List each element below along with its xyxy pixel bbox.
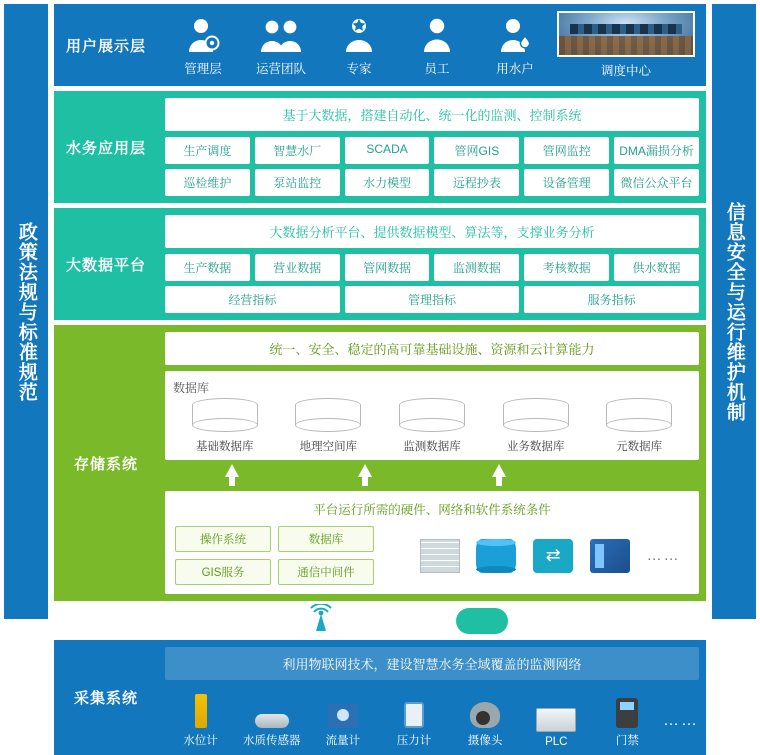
layer-label-storage-text: 存储系统 <box>73 455 138 473</box>
database-list <box>173 398 691 454</box>
bricks-icon <box>420 539 460 573</box>
bigdata-dataset[interactable]: 供水数据 <box>614 254 699 281</box>
device-label: 水质传感器 <box>242 735 301 747</box>
user-star-icon <box>321 14 397 56</box>
server-icon <box>590 539 630 573</box>
user-icon <box>399 14 475 56</box>
collection-more-label: …… <box>662 712 699 729</box>
layer-label-user-text: 用户展示层 <box>65 37 146 55</box>
bigdata-dataset[interactable]: 考核数据 <box>524 254 609 281</box>
arrow-up-icon <box>225 464 239 477</box>
bigdata-dataset[interactable]: 营业数据 <box>255 254 340 281</box>
device-label: PLC <box>545 736 568 748</box>
layer-user-presentation <box>54 4 706 86</box>
layer-label-application-text: 水务应用层 <box>65 139 146 157</box>
application-module[interactable]: 设备管理 <box>524 169 609 196</box>
bigdata-dataset[interactable]: 管网数据 <box>345 254 430 281</box>
layer-label-bigdata-text: 大数据平台 <box>65 256 146 274</box>
layer-collection-system <box>54 640 706 755</box>
device-item[interactable] <box>592 686 663 748</box>
layer-label-collection-text: 采集系统 <box>73 690 138 707</box>
database-cylinder-icon <box>399 398 465 432</box>
database-cylinder-icon <box>192 398 258 432</box>
access-control-icon <box>592 686 663 728</box>
device-label: 摄像头 <box>467 735 503 747</box>
user-role-label: 员工 <box>424 61 450 76</box>
users-group-icon <box>243 14 319 56</box>
user-role-label: 管理层 <box>184 61 222 76</box>
application-module[interactable]: 泵站监控 <box>255 169 340 196</box>
database-label: 业务数据库 <box>506 441 565 453</box>
arrow-up-icon <box>358 464 372 477</box>
plc-icon <box>521 690 592 732</box>
application-module-row-1 <box>165 137 699 164</box>
application-headline: 基于大数据，搭建自动化、统一化的监测、控制系统 <box>165 98 699 131</box>
infrastructure-item[interactable]: GIS服务 <box>175 559 271 585</box>
bigdata-indicator[interactable]: 服务指标 <box>524 286 699 313</box>
layer-label-collection <box>54 640 158 755</box>
user-role-label: 运营团队 <box>255 61 306 76</box>
device-label: 流量计 <box>325 735 361 747</box>
application-module[interactable]: 水力模型 <box>345 169 430 196</box>
user-role-label: 用水户 <box>496 61 534 76</box>
database-item[interactable] <box>277 398 381 454</box>
bigdata-headline: 大数据分析平台、提供数据模型、算法等，支撑业务分析 <box>165 215 699 248</box>
user-gear-icon <box>165 14 241 56</box>
user-role-item[interactable] <box>477 14 553 77</box>
control-center-card[interactable] <box>553 11 699 79</box>
device-item[interactable] <box>307 686 378 748</box>
network-connectors <box>54 606 706 640</box>
bigdata-indicator[interactable]: 经营指标 <box>165 286 340 313</box>
user-role-item[interactable] <box>321 14 397 77</box>
infrastructure-hardware-icons <box>411 539 689 573</box>
database-label: 基础数据库 <box>196 441 254 453</box>
database-cylinder-icon <box>295 398 361 432</box>
infrastructure-software-list <box>175 526 411 585</box>
database-cylinder-icon <box>606 398 672 432</box>
application-module[interactable]: 远程抄表 <box>434 169 519 196</box>
database-item[interactable] <box>484 398 588 454</box>
arrow-up-icon <box>492 464 506 477</box>
database-group-title: 数据库 <box>173 381 210 395</box>
left-vertical-band <box>4 4 48 619</box>
collection-headline: 利用物联网技术，建设智慧水务全域覆盖的监测网络 <box>165 647 699 680</box>
network-switch-icon <box>533 539 573 573</box>
device-label: 压力计 <box>396 735 432 747</box>
database-group <box>165 371 699 460</box>
database-label: 元数据库 <box>616 441 663 453</box>
bigdata-indicator-row <box>165 286 699 313</box>
device-item[interactable] <box>236 686 307 748</box>
database-item[interactable] <box>173 398 277 454</box>
layer-body-collection <box>158 640 706 755</box>
bigdata-indicator[interactable]: 管理指标 <box>345 286 520 313</box>
device-item[interactable] <box>165 686 236 748</box>
application-module[interactable]: 管网GIS <box>434 137 519 164</box>
water-level-gauge-icon <box>165 686 236 728</box>
application-module[interactable]: SCADA <box>345 137 430 164</box>
user-role-item[interactable] <box>399 14 475 77</box>
application-module[interactable]: DMA漏损分析 <box>614 137 699 164</box>
layer-label-storage <box>54 325 158 601</box>
device-label: 水位计 <box>183 735 218 747</box>
device-item[interactable] <box>378 686 449 748</box>
infrastructure-item[interactable]: 数据库 <box>278 526 374 552</box>
bigdata-dataset[interactable]: 监测数据 <box>434 254 519 281</box>
right-vertical-band-label: 信息安全与运行维护机制 <box>723 201 745 422</box>
layer-storage-system <box>54 325 706 601</box>
database-item[interactable] <box>587 398 691 454</box>
device-item[interactable] <box>521 690 592 748</box>
application-module[interactable]: 巡检维护 <box>165 169 250 196</box>
application-module[interactable]: 生产调度 <box>165 137 250 164</box>
layer-label-application <box>54 91 158 203</box>
camera-icon <box>450 686 521 728</box>
database-item[interactable] <box>380 398 484 454</box>
user-role-item[interactable] <box>243 14 319 77</box>
layer-body-storage <box>158 325 706 601</box>
database-icon <box>476 539 516 573</box>
infrastructure-item[interactable]: 通信中间件 <box>278 559 374 585</box>
device-item[interactable] <box>450 686 521 748</box>
application-module[interactable]: 微信公众平台 <box>614 169 699 196</box>
control-center-label: 调度中心 <box>600 64 651 78</box>
application-module[interactable]: 智慧水厂 <box>255 137 340 164</box>
internet-badge <box>456 608 508 634</box>
device-label: 门禁 <box>615 735 639 747</box>
layer-body-user <box>158 4 706 86</box>
infrastructure-item[interactable]: 操作系统 <box>175 526 271 552</box>
infrastructure-group <box>165 491 699 594</box>
user-water-icon <box>477 14 553 56</box>
application-module[interactable]: 管网监控 <box>524 137 609 164</box>
upward-arrow-group <box>165 460 699 479</box>
infrastructure-headline: 平台运行所需的硬件、网络和软件系统条件 <box>313 503 551 517</box>
layer-stack <box>54 4 706 748</box>
control-room-photo <box>557 11 695 57</box>
water-quality-sensor-icon <box>236 686 307 728</box>
bigdata-dataset[interactable]: 生产数据 <box>165 254 250 281</box>
layer-body-application <box>158 91 706 203</box>
layer-label-user <box>54 4 158 86</box>
database-label: 地理空间库 <box>299 441 358 453</box>
infrastructure-more-label: …… <box>646 547 681 564</box>
layer-water-application <box>54 91 706 203</box>
database-cylinder-icon <box>503 398 569 432</box>
layer-body-bigdata <box>158 208 706 320</box>
signal-tower-icon <box>306 604 340 638</box>
application-module-row-2 <box>165 169 699 196</box>
storage-headline: 统一、安全、稳定的高可靠基础设施、资源和云计算能力 <box>165 332 699 365</box>
pressure-gauge-icon <box>378 686 449 728</box>
user-role-item[interactable] <box>165 14 241 77</box>
device-list <box>165 686 699 748</box>
bigdata-dataset-row <box>165 254 699 281</box>
user-role-list <box>165 14 553 77</box>
left-vertical-band-label: 政策法规与标准规范 <box>15 221 37 402</box>
flow-meter-icon <box>307 686 378 728</box>
user-role-label: 专家 <box>346 61 372 76</box>
layer-label-bigdata <box>54 208 158 320</box>
layer-bigdata-platform <box>54 208 706 320</box>
database-label: 监测数据库 <box>403 441 461 453</box>
right-vertical-band <box>712 4 756 619</box>
